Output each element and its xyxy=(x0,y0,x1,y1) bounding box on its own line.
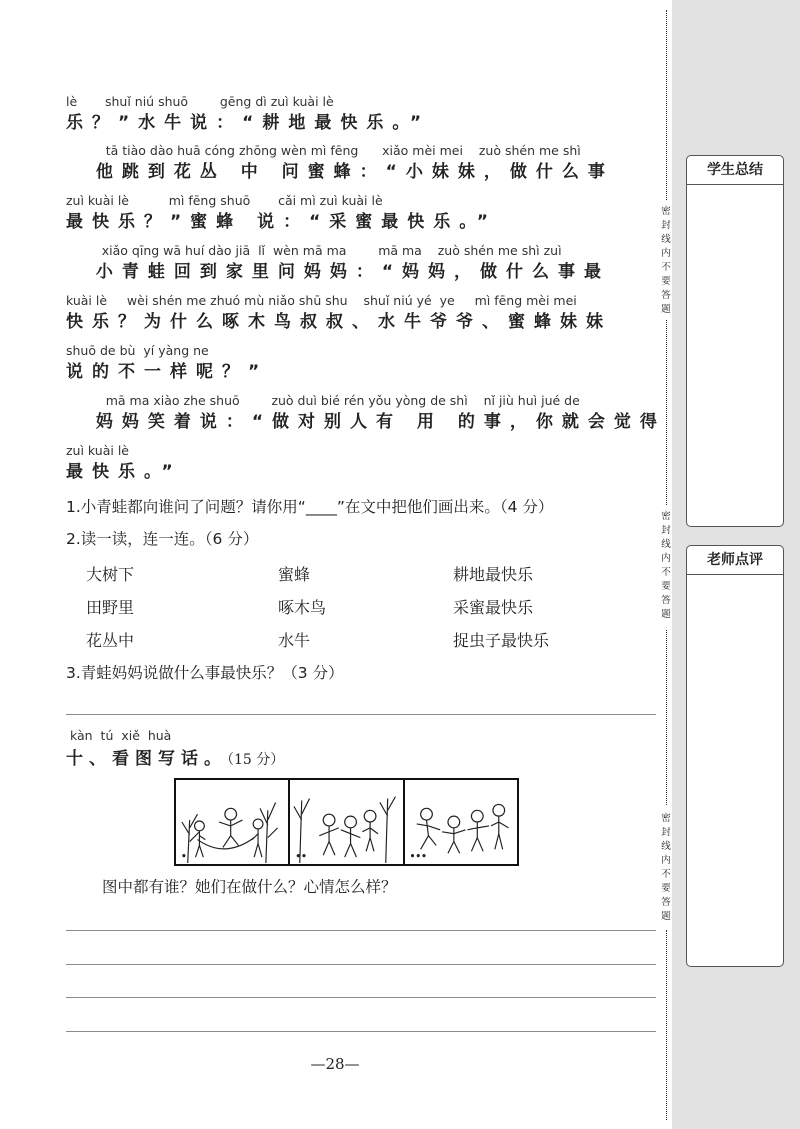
question-1: 1.小青蛙都向谁问了问题？请你用“____”在文中把他们画出来。（4 分） xyxy=(66,498,554,516)
text-line: 乐？”水牛说：“耕地最快乐。” xyxy=(66,113,431,133)
pinyin-line: zuì kuài lè mì fēng shuō cǎi mì zuì kuài lè xyxy=(66,193,383,208)
writing-prompt: 图中都有谁？她们在做什么？心情怎么样？ xyxy=(102,878,397,896)
match-activity[interactable]: 采蜜最快乐 xyxy=(453,598,534,617)
question-3: 3.青蛙妈妈说做什么事最快乐？（3 分） xyxy=(66,664,344,682)
seal-text: 密 封 线 内 不 要 答 题 xyxy=(661,206,671,315)
seal-text: 密 封 线 内 不 要 答 题 xyxy=(661,813,671,922)
seal-text: 密 封 线 内 不 要 答 题 xyxy=(661,511,671,620)
text-line: 他跳到花丛 中 问蜜蜂：“小妹妹，做什么事 xyxy=(66,162,614,182)
text-line: 最快乐。” xyxy=(66,462,182,482)
match-place[interactable]: 花丛中 xyxy=(86,631,135,650)
pinyin-line: tā tiào dào huā cóng zhōng wèn mì fēng xiǎo mèi mei zuò shén me shì xyxy=(66,143,581,158)
writing-line[interactable] xyxy=(66,964,656,965)
seal-dotted-line xyxy=(666,320,667,505)
page-number: —28— xyxy=(310,1055,360,1073)
section-pinyin: kàn tú xiě huà xyxy=(70,728,172,743)
question-2: 2.读一读，连一连。（6 分） xyxy=(66,530,259,548)
student-summary-box[interactable] xyxy=(686,155,784,527)
teacher-comment-title: 老师点评 xyxy=(687,546,783,575)
writing-line[interactable] xyxy=(66,930,656,931)
match-animal[interactable]: 水牛 xyxy=(278,631,311,650)
section-score: （15 分） xyxy=(227,752,285,768)
seal-dotted-line xyxy=(666,10,667,200)
pinyin-line: mā ma xiào zhe shuō zuò duì bié rén yǒu yòng de shì nǐ jiù huì jué de xyxy=(66,393,580,408)
picture-panel-1 xyxy=(176,780,290,864)
picture-strip xyxy=(174,778,519,866)
text-line: 妈妈笑着说：“做对别人有 用 的事，你就会觉得 xyxy=(66,412,666,432)
jump-rope-illustration xyxy=(176,780,288,864)
panel-marker: ••• xyxy=(409,852,427,862)
match-activity[interactable]: 捉虫子最快乐 xyxy=(453,631,550,650)
panel-marker: •• xyxy=(295,852,307,862)
pinyin-line: kuài lè wèi shén me zhuó mù niǎo shū shu shuǐ niú yé ye mì fēng mèi mei xyxy=(66,293,577,308)
match-animal[interactable]: 啄木鸟 xyxy=(278,598,327,617)
section-title: 十、看图写话。 xyxy=(66,749,227,769)
section-heading xyxy=(66,744,284,769)
seal-dotted-line xyxy=(666,930,667,1120)
student-summary-title: 学生总结 xyxy=(687,156,783,185)
text-line: 最快乐？”蜜蜂 说：“采蜜最快乐。” xyxy=(66,212,497,232)
pinyin-line: xiǎo qīng wā huí dào jiā lǐ wèn mā ma mā ma zuò shén me shì zuì xyxy=(66,243,562,258)
match-animal[interactable]: 蜜蜂 xyxy=(278,565,311,584)
writing-line[interactable] xyxy=(66,1031,656,1032)
match-place[interactable]: 田野里 xyxy=(86,598,135,617)
sidebar xyxy=(661,0,800,1129)
pinyin-line: lè shuǐ niú shuō gēng dì zuì kuài lè xyxy=(66,94,334,109)
text-line: 说的不一样呢？” xyxy=(66,362,269,382)
match-activity[interactable]: 耕地最快乐 xyxy=(453,565,534,584)
seal-dotted-line xyxy=(666,630,667,805)
match-place[interactable]: 大树下 xyxy=(86,565,135,584)
writing-line[interactable] xyxy=(66,997,656,998)
text-line: 小青蛙回到家里问妈妈：“妈妈，做什么事最 xyxy=(66,262,611,282)
picture-panel-2 xyxy=(290,780,404,864)
panel-marker: • xyxy=(181,852,187,862)
greeting-illustration xyxy=(290,780,402,864)
pinyin-line: shuō de bù yí yàng ne xyxy=(66,343,209,358)
answer-line[interactable] xyxy=(66,714,656,715)
text-line: 快乐？为什么啄木鸟叔叔、水牛爷爷、蜜蜂妹妹 xyxy=(66,312,612,332)
picture-panel-3 xyxy=(405,780,517,864)
teacher-comment-box[interactable] xyxy=(686,545,784,967)
pinyin-line: zuì kuài lè xyxy=(66,443,129,458)
